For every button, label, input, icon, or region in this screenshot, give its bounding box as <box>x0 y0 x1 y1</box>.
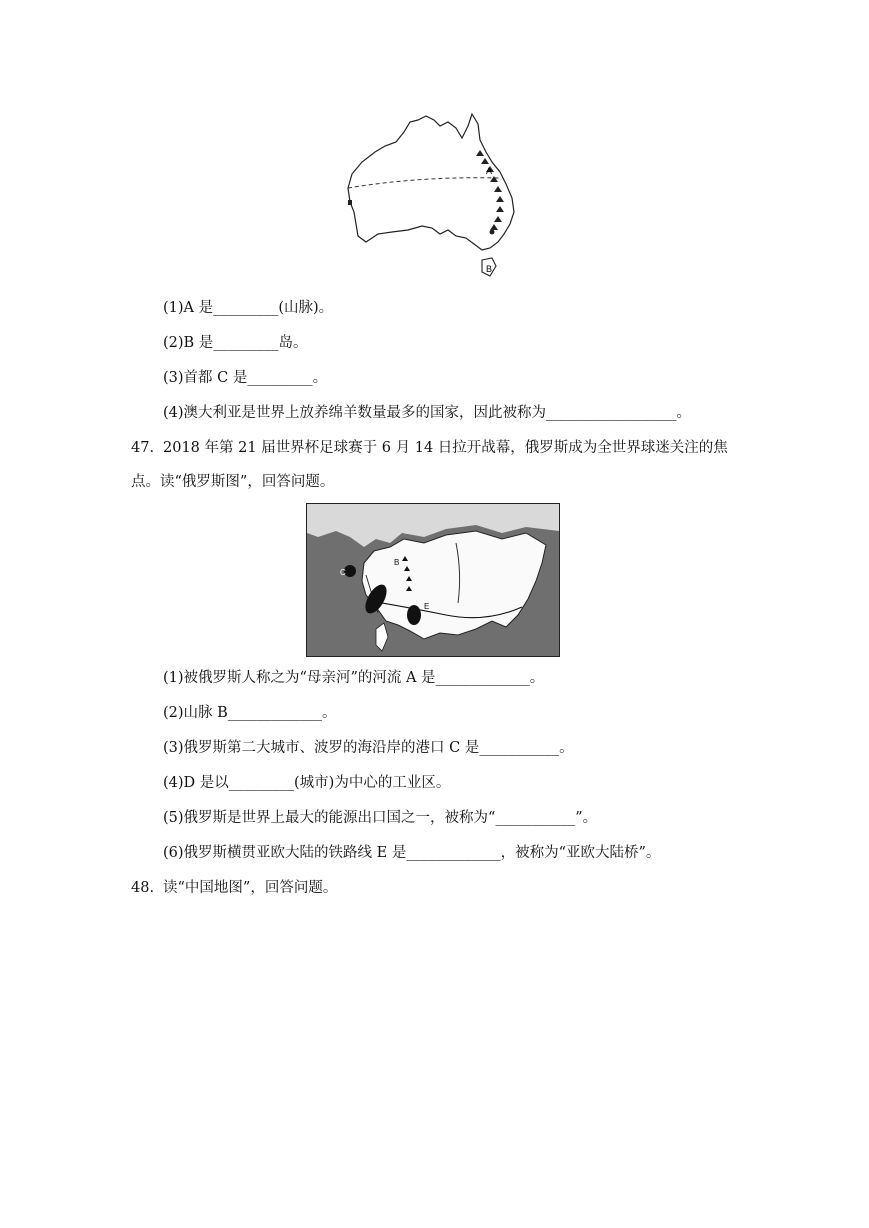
rus-question-3: (3)俄罗斯第二大城市、波罗的海沿岸的港口 C 是___________。 <box>163 740 574 756</box>
label-b: B <box>486 264 493 274</box>
australia-outline <box>348 114 514 250</box>
city-marker-east <box>490 230 495 235</box>
label-a: A <box>486 166 493 176</box>
label-b: B <box>394 558 400 567</box>
label-c: C <box>340 568 346 577</box>
q48-text: 读“中国地图”，回答问题。 <box>163 880 338 896</box>
industrial-zone-ural <box>407 605 421 625</box>
russia-map <box>306 503 560 657</box>
great-dividing-range-mountains <box>476 150 504 230</box>
australia-map <box>340 108 530 283</box>
aus-question-1: (1)A 是_________(山脉)。 <box>163 300 334 316</box>
rus-question-5: (5)俄罗斯是世界上最大的能源出口国之一，被称为“___________”。 <box>163 810 598 826</box>
rus-question-4: (4)D 是以_________(城市)为中心的工业区。 <box>163 775 451 791</box>
aus-question-3: (3)首都 C 是_________。 <box>163 370 328 386</box>
latitude-dashed-line <box>348 178 500 188</box>
rus-question-1: (1)被俄罗斯人称之为“母亲河”的河流 A 是_____________。 <box>163 670 545 686</box>
q48-number: 48. <box>131 880 155 896</box>
q47-text-line1: 2018 年第 21 届世界杯足球赛于 6 月 14 日拉开战幕，俄罗斯成为全世界球迷关注的焦 <box>163 440 728 456</box>
aus-question-2: (2)B 是_________岛。 <box>163 335 308 351</box>
city-marker-west <box>348 200 352 205</box>
city-c-marker <box>344 565 356 577</box>
rus-question-6: (6)俄罗斯横贯亚欧大陆的铁路线 E 是_____________，被称为“亚欧大陆桥”。 <box>163 845 661 861</box>
q47-text-line2: 点。读“俄罗斯图”，回答问题。 <box>131 474 335 490</box>
rus-question-2: (2)山脉 B_____________。 <box>163 705 337 721</box>
q47-number: 47. <box>131 440 155 456</box>
label-e: E <box>424 602 430 611</box>
aus-question-4: (4)澳大利亚是世界上放养绵羊数量最多的国家，因此被称为__________________。 <box>163 405 692 421</box>
